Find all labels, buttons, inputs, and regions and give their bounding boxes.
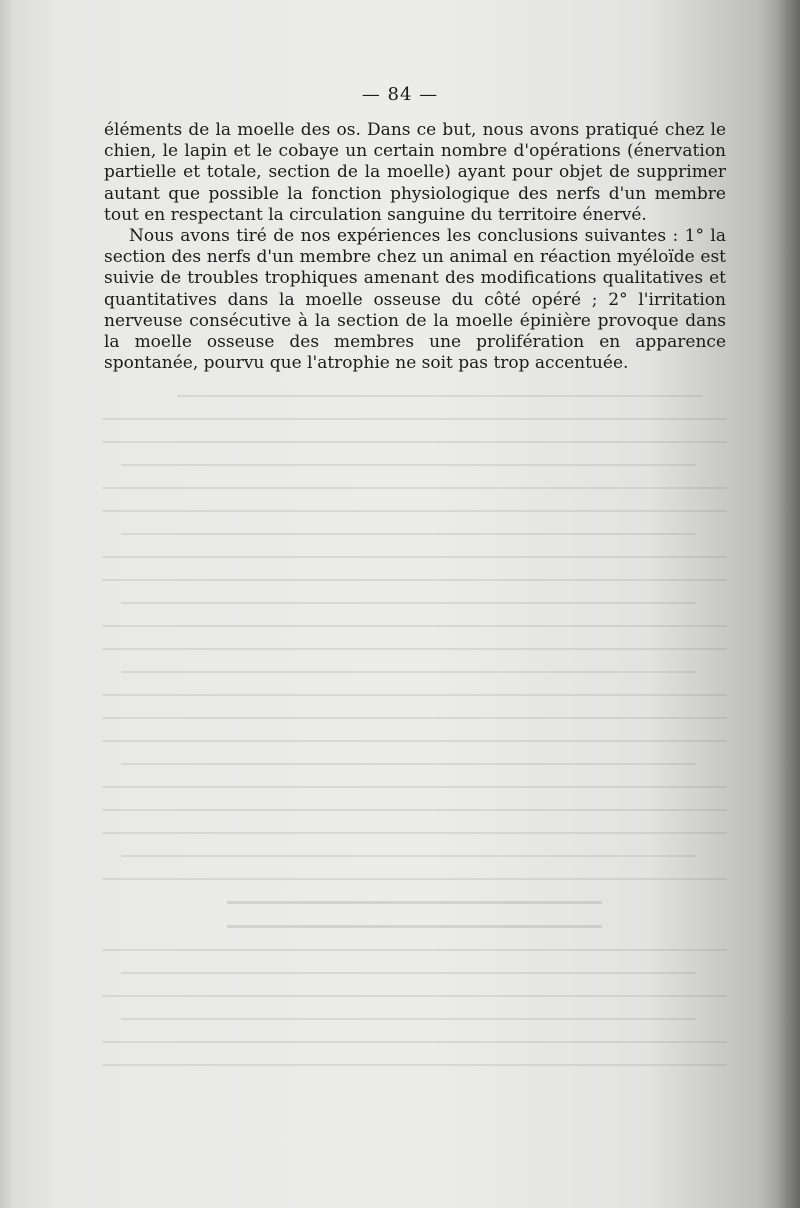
page-number: — 84 — (361, 84, 439, 105)
book-gutter-shadow (778, 0, 800, 1208)
show-through-text (102, 395, 727, 1095)
paragraph: Nous avons tiré de nos expériences les conclusions suivantes : 1° la section des nerfs d'un membre chez un animal en réaction myéloïde est suivie de troubles trophiques amenant des modifications qualitatives et quantitatives dans la moelle osseuse du côté opéré ; 2° l'irritation nerveuse consécutive à la section de la moelle épinière provoque dans la moelle osseuse des membres une prolifération en apparence spontanée, pourvu que l'atrophie ne soit pas trop accentuée. (104, 226, 726, 374)
body-text (104, 120, 726, 374)
paragraph: éléments de la moelle des os. Dans ce but, nous avons pratiqué chez le chien, le lapin et le cobaye un certain nombre d'opérations (énervation partielle et totale, section de la moelle) ayant pour objet de supprimer autant que possible la fonction physiologique des nerfs d'un membre tout en respectant la circulation sanguine du territoire énervé. (104, 120, 726, 225)
